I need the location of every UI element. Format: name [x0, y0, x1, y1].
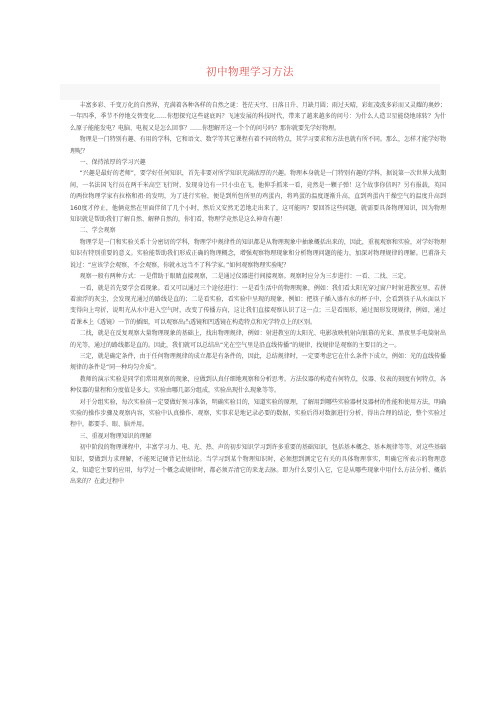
- paragraph: 对于分组实验，每次实验前一定要做好预习准备，明确实验目的，知道实验的原理，了解用到哪些实验器材及器材的性能和使用方法，明确实验的操作步骤及观察内容，实验中认真操作、观察，实事求是地记录必要的数据，实验后得对数据进行分析，得出合理的结论，整个实验过程中，都要手、眼、脑并用。: [70, 398, 446, 429]
- document-title: 初中物理学习方法: [206, 66, 294, 78]
- paragraph: 物理是一门特别有趣、有用的学科，它和语文、数学等其它课程有着不同的特点，其学习要求和方法也就有所不同。那么，怎样才能学好物理呢？: [70, 136, 446, 155]
- paragraph: 初中阶段的物理课程中，丰富学习力、电、光、热、声的初步知识学习到许多重要的基础知识，包括基本概念、基本规律等等，对这些基础知识，要做到力求理解，不能死记硬背记住结论。当学习到某个物理知识时，必须想到测定它有关的具体物理事实，明确它所表示的物理意义，知道它主要的应用，每学过一个概念或规律时，都必须弄清它的来龙去脉。即为什么要引入它，它是从哪些现象中用什么方法分析、概括出来的？在此过程中: [70, 444, 446, 486]
- section-heading: 三、重视对物理知识的理解: [79, 432, 152, 440]
- paragraph: 一看，就是首先要学会看现象。看又可以通过三个途径进行：一是看生活中的物理现象，例如：我们看太阳光穿过窗户时射进教室里，若拼着滚浮的灰尘，会发现光通过的路线是直的；二是看实验，看实验中呈现的现象，例如：把筷子插入盛有水的杯子中，会看到筷子从水面以下变得向上弯折，说明光从水中进入空气时，改变了传播方向，这让我们直接观察认识了这一点；三是看图形，通过图形发现规律，例如，通过看课本上《透镜》一节的插图，可以观察出凸透镜和凹透镜在构造特点和光学特点上的区别。: [70, 284, 446, 326]
- section-heading: 一、保持浓厚的学习兴趣: [79, 159, 146, 167]
- document-body: [70, 100, 446, 488]
- section-heading: 二、学会观察: [79, 227, 116, 235]
- paragraph: 物理学是一门和实验关系十分密切的学科，物理学中规律性的知识都是从物理现象中抽象概括出来的，因此，重视观察和实验，对学好物理知识有特别重要的意义。实验能帮助我们形成正确的物理概念，增强观察物理现象和分析物理问题的能力，加深对物理规律的理解。巴甫洛夫说过：“应该学会观察，不会观察，你就永远当不了科学家。”如何观察物理实验呢？: [70, 238, 446, 269]
- paragraph: 三定，就是确定条件，由于任何物理规律的成立都是有条件的，因此，总结规律时，一定要考虑它在什么条件下成立，例如：光的直线传播规律的条件是“同一种均匀介质”。: [70, 352, 446, 372]
- paragraph: 教师的演示实验是同学们常用观察的现象，应做到认真仔细地观察和分析思考。方法仪器的构造有何特点，仪器、仪表的刻度有何特点，各种仪器的量程和分度值是多大。实验由哪几部分组成，实验出现什么现象等等。: [70, 375, 446, 395]
- paragraph: 观察一般有两种方式：一是借助于眼睛直接观察，二是通过仪器进行间接观察。观察时应分为三步进行：一看、二找、三定。: [79, 273, 410, 281]
- title-band: [60, 84, 440, 100]
- paragraph: “兴趣是最好的老师”，要学好任何知识，首先非要对所学知识充满浓厚的兴趣。物理本身就是一门特别有趣的学科，据说第一次世界大战期间，一名法国飞行员在两千米高空飞行时，发现身边有一只小虫在飞，他伸手抓来一看，竟然是一颗子弹！这个故事你信吗？另有报载，英国的两位物理学家有拉格和祖·的发明，为了进行实验，便是到所包所里的鸡蛋内，将鸡蛋的温度逐渐升高，直到鸡蛋内干燥空气的温度升高到160度才停止，他俩竟然在里面伴留了几个小时，然后又安然无恙地走出来了，这可能吗？要回答这些问题，就需要具备物理知识，因为物理知识就是帮助我们了解自然、解释自然的，你们看，物理学竟然是这么神奇有趣！: [70, 170, 446, 224]
- paragraph: 丰富多彩、千变万化的自然界，充满着各种各样的自然之谜：苍茫天穹、日落日升、月缺月圆；雨过天晴，彩虹凌波多彩而又灵耀的奥妙；一年四季，季节不停地交替变化……你想探究这些谜底吗？飞速发展的科技时代，带来了越来越多的问号：为什么人造卫星能绕地球转？为什么原子能能发电？电脑、电视又是怎么回事？……你想解开这一个个的问号吗？那你就要先学好物理。: [70, 102, 446, 132]
- paragraph: 二找，就是在反复观察大量物理现象的基础上，找出物理规律，例如：射进教室的太阳光、电影放映机射向银幕的光束、黑夜里手电筒射出的光等，通过的路线都是直的。因此，我们就可以总结出“光在空气里是沿直线传播”的规律，找规律是观察的主要目的之一。: [70, 330, 446, 349]
